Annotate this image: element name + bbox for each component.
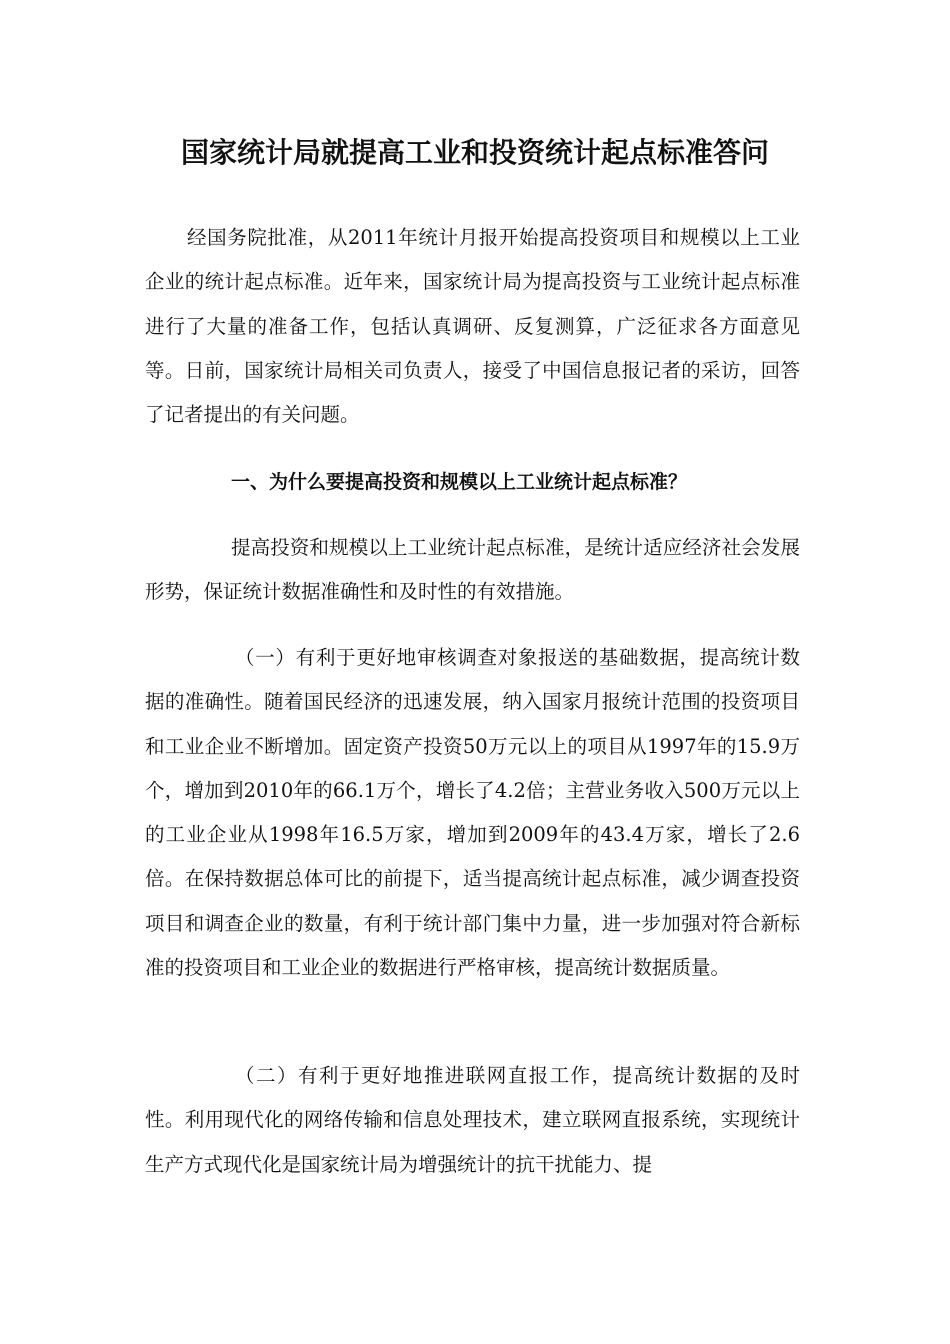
point-two-paragraph: （二）有利于更好地推进联网直报工作，提高统计数据的及时性。利用现代化的网络传输和信息处理技术，建立联网直报系统，实现统计生产方式现代化是国家统计局为增强统计的抗干扰能力、提 bbox=[145, 1064, 800, 1176]
document-title: 国家统计局就提高工业和投资统计起点标准答问 bbox=[180, 136, 769, 169]
intro-paragraph: 经国务院批准，从2011年统计月报开始提高投资项目和规模以上工业企业的统计起点标准。近年来，国家统计局为提高投资与工业统计起点标准进行了大量的准备工作，包括认真调研、反复测算，广泛征求各方面意见等。日前，国家统计局相关司负责人，接受了中国信息报记者的采访，回答了记者提出的有关问题。 bbox=[145, 226, 800, 427]
section-intro-paragraph: 提高投资和规模以上工业统计起点标准，是统计适应经济社会发展形势，保证统计数据准确性和及时性的有效措施。 bbox=[145, 536, 800, 604]
point-one-paragraph: （一）有利于更好地审核调查对象报送的基础数据，提高统计数据的准确性。随着国民经济的迅速发展，纳入国家月报统计范围的投资项目和工业企业不断增加。固定资产投资50万元以上的项目从1997年的15.9万个，增加到2010年的66.1万个，增长了4.2倍；主营业务收入500万元以上的工业企业从1998年16.5万家，增加到2009年的43.4万家，增长了2.6倍。在保持数据总体可比的前提下，适当提高统计起点标准，减少调查投资项目和调查企业的数量，有利于统计部门集中力量，进一步加强对符合新标准的投资项目和工业企业的数据进行严格审核，提高统计数据质量。 bbox=[145, 646, 800, 980]
section-heading: 一、为什么要提高投资和规模以上工业统计起点标准？ bbox=[231, 471, 688, 493]
